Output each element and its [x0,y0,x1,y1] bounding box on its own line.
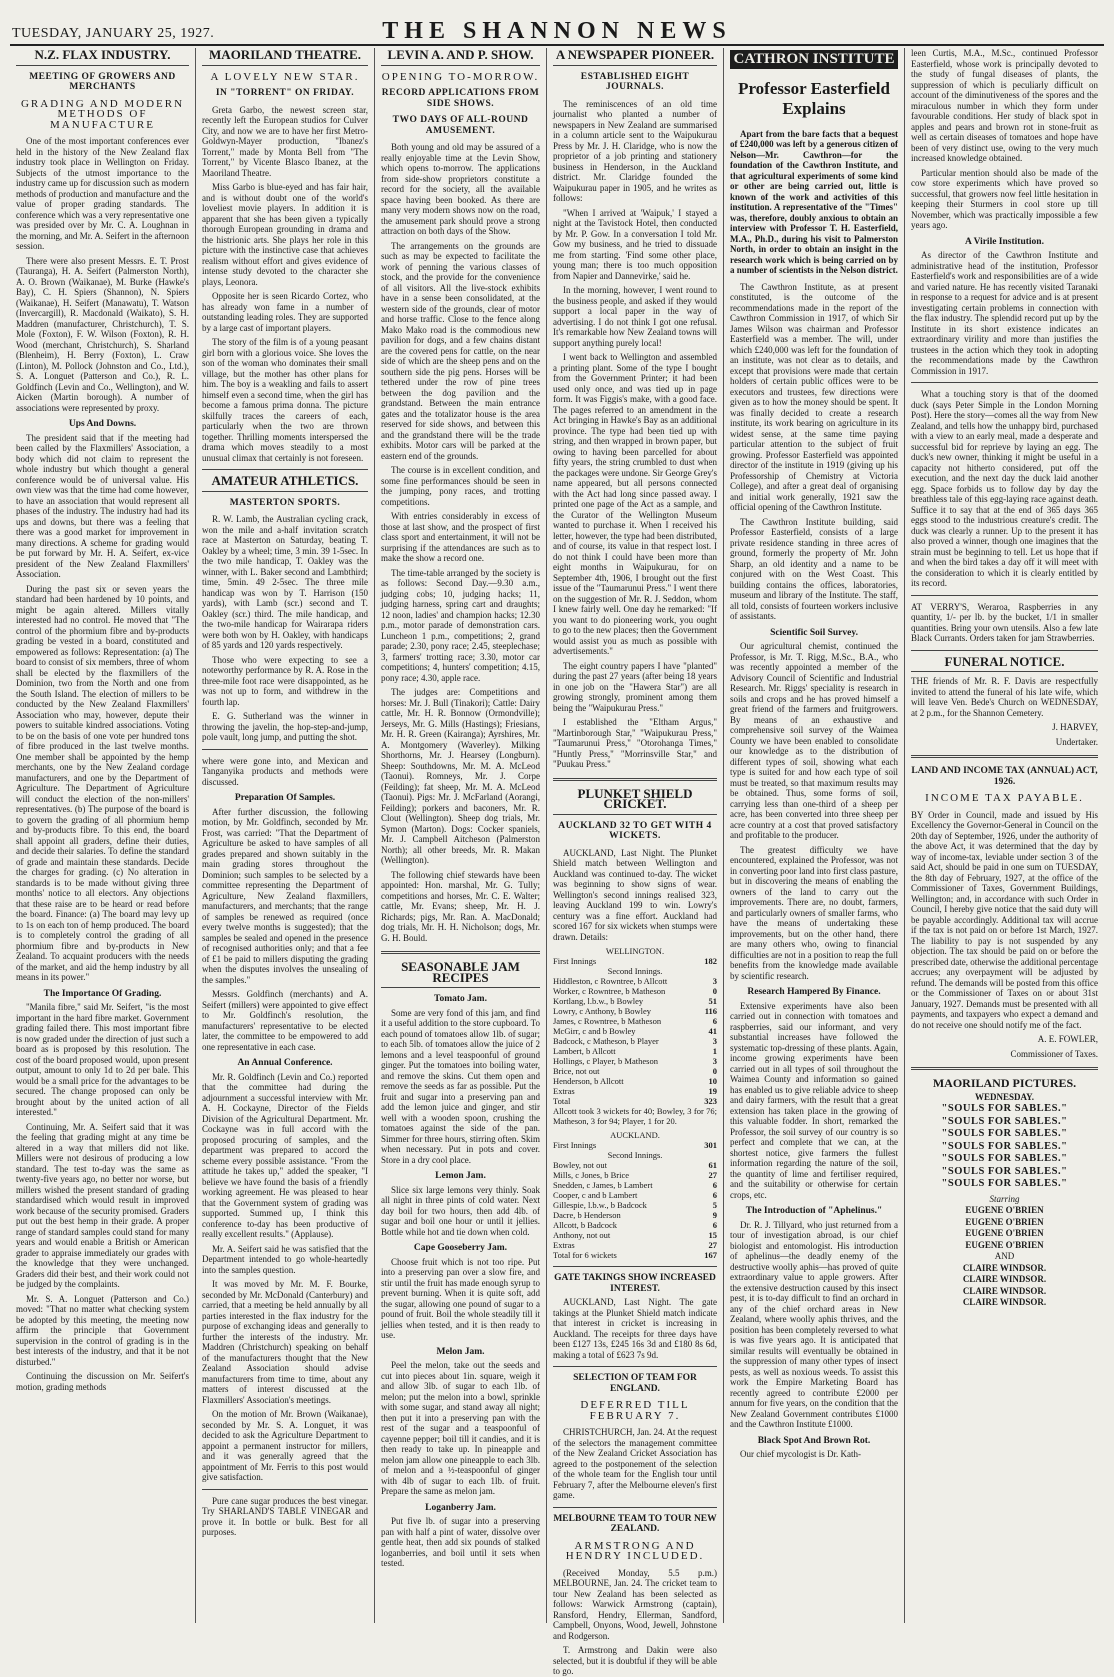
paragraph: The course is in excellent condition, and some fine performances should be seen in the jumping, pony races, and trotting competitions. [381,465,540,507]
column-flax-industry [10,48,195,1623]
batsman-name: Worker, c Rowntree, b Matheson [553,986,666,996]
and-label: AND [994,1251,1015,1261]
column-maoriland-theatre [195,48,374,1623]
paragraph: Our agricultural chemist, continued the Professor, is Mr. T. Rigg, M.Sc., B.A., who was recently appointed a member of the Advisory Council of Scientific and Industrial Research. Mr. Riggs' speciality is research in soils and crops and he has proved himself a great friend of the farmers and fruitgrowers. By means of an exhaustive and comprehensive soil survey of the Waimea County we have been enabled to consolidate our knowledge as to the distribution of different types of soil, showing what each type is suited for and how each type of soil must be treated, so that maximum results may be obtained. Thus, some forms of soil, carrying less than one-third of a sheep per acre, has been converted into three sheep per acre country at a cost that proved satisfactory and profitable to the producer. [730,641,898,840]
paragraph: With entries considerably in excess of those at last show, and the prospect of first class sport and entertainment, it will not be surprising if the attendances are such as to make the show a record one. [381,511,540,563]
batsman-name: Gillespie, l.b.w., b Badcock [553,1200,647,1210]
paragraph: The reminiscences of an old time journalist who planted a number of newspapers in New Zealand are summarised in a column article sent to the Waipukurau Press by Mr. J. H. Claridge, who is now the proprietor of a job printing and stationery business in Henderson, in the Auckland district. Mr. Claridge founded the Waipukurau paper in 1905, and he writes as follows: [553,98,717,203]
tax-notice: BY Order in Council, made and issued by His Excellency the Governor-General in Council on the 20th day of September, 1926, under the authority of the above Act, it was determined that the day by way of income-tax, leviable under section 3 of the said Act, should be paid in one sum on TUESDAY, the 8th day of February, 1927, at the office of the Commissioner of Taxes, Government Buildings, Wellington; and, in accordance with such Order in Council, I hereby give notice that the said duty will be payable accordingly. Additional tax will accrue if the tax is not paid on or before 1st March, 1927. The liability to pay is not suspended by any objection. The tax should be paid on or before the prescribed date, otherwise the additional percentage accrues; any overpayment will be adjusted by refund. The demands will be posted from this office or the Commissioner of Taxes on or about 31st January, 1927. Demands must be presented with all payments, and taxpayers who expect a demand and do not receive one should notify me of the fact. [911,809,1098,1030]
paragraph: Greta Garbo, the newest screen star, recently left the European studios for Culver City, and now we are to have her first Metro-Goldwyn-Mayer production, "Ibanez's Torrent," made by Monta Bell from "The Torrent," by Vicente Blasco Ibanez, at the Maoriland Theatre. [202,104,368,178]
advertisement: AT VERRY'S, Weraroa, Raspberries in any quantity, 1/- per lb. by the bucket, 1/1 in smaller quantities. Bring your own utensils. Also a few late Black Currants. Orders taken for jam Strawberries. [911,601,1098,643]
cast-name: CLAIRE WINDSOR. [962,1274,1047,1284]
paragraph: As director of the Cawthron Institute and administrative head of the institution, Professor Easterfield's work and responsibilities are of a wide and varied nature. He has recently visited Taranaki in response to a request for advice and is at present investigating certain problems in connection with the flax industry. The splendid record put up by the Institute in its short existence indicates an extraordinary virility and more than justifies the trustees in the action which they took in adopting the recommendations made by the Cawthron Commission in 1917. [911,250,1098,376]
paragraph: AUCKLAND, Last Night. The gate takings at the Plunket Shield match indicate that interest in cricket is increasing in Auckland. The receipts for three days have been £127 13s, £245 16s 3d and £180 8s 6d, making a total of £623 7s 9d. [553,1297,717,1360]
article-lead: OPENING TO-MORROW. [381,70,540,83]
recipe-heading: Cape Gooseberry Jam. [413,1243,508,1253]
batsman-runs: 3 [712,976,717,986]
film-title: "SOULS FOR SABLES." [941,1140,1068,1152]
batting-row [553,1086,717,1096]
batting-row [553,1190,717,1200]
batsman-runs: 3 [712,1036,717,1046]
paragraph: The arrangements on the grounds are such as may be expected to facilitate the work of penning the various classes of stock, and the provide for the convenience of all visitors. All the live-stock exhibits have in a sense been consolidated, at the western side of the grounds, clear of motor and horse traffic. Close to the fence along Mako Mako road is the commodious new pavilion for dogs, and a few chains distant are the covered pens for cattle, on the near side of which are the sheep pens and on the southern side the pig pens. Horses will be tethered under the row of pine trees between the dog pavilion and the grandstand. Between the main entrance gates and the totalizator house is the area reserved for side shows, and between this and the grandstand there will be the trade exhibits. Motor cars will be parked at the eastern end of the grounds. [381,240,540,461]
batsman-runs: 10 [708,1076,717,1086]
cast-name: CLAIRE WINDSOR. [962,1297,1047,1307]
paragraph: AUCKLAND, Last Night. The Plunket Shield match between Wellington and Auckland was continued to-day. The wicket was beginning to show signs of wear. Wellington's second innings realised 323, leaving Auckland 199 to win. Lowry's century was a fine effort. Auckland had scored 167 for six wickets when stumps were drawn. Details: [553,847,717,942]
batsman-name: Brice, not out [553,1066,600,1076]
article-title: PLUNKET SHIELD CRICKET. [553,789,717,815]
batsman-name: McGirr, c and b Bowley [553,1026,636,1036]
article-subtitle: DEFERRED TILL FEBRUARY 7. [580,1399,690,1422]
batting-row [553,1160,717,1170]
batsman-runs: 6 [712,1220,717,1230]
starring-label: Starring [989,1193,1020,1204]
paragraph: The judges are: Competitions and horses: Mr. J. Bull (Tinakori); Cattle: Dairy cattle, Mr. H. R. Bonnow (Ormondville); Jerseys, Mr. G. Mills (Hastings); Friesians, Mr. H. R. Green (Kairanga); Ayrshires, Mr. A. Montgomery (Waverley). Milking Shorthorns, Mr. J. Hearsey (Longburn). Sheep: Southdowns, Mr. M. A. McLeod (Taonui). Romneys, Mr. J. Corpe (Feilding); fat sheep, Mr. M. A. McLeod (Taonui). Pigs: Mr. J. McFarland (Aorangi, Feilding); porkers and baconers, Mr. R. Clout (Wellington). Sheep dog trials, Mr. Symon (Marton). Dogs: Cocker spaniels, Mr. J. Campbell Aitcheson (Palmerston North); all other breeds, Mr. R. Makan (Wellington). [381,687,540,865]
batsman-name: Anthony, not out [553,1230,611,1240]
batsman-runs: 1 [712,1046,717,1056]
signature: A. E. FOWLER, [1037,1034,1098,1044]
batsman-runs: 6 [712,1180,717,1190]
batsman-runs: 6 [712,1016,717,1026]
batting-row [553,1200,717,1210]
paragraph: Both young and old may be assured of a really enjoyable time at the Levin Show, which opens to-morrow. The applications from side-show proprietors constitute a record for the society, all the available space having been booked. As there are many very modern shows now on the road, the amusement park should prove a strong attraction on both days of the Show. [381,142,540,236]
paragraph: Mr. R. Goldfinch (Levin and Co.) reported that the committee had during the adjournment a successful interview with Mr. A. H. Cockayne, Director of the Fields Division of the Agricultural Department. Mr. Cockayne was in full accord with the proposed procuring of samples, and the department was prepared to accord the scheme every possible assistance. "From the attitude he takes up," added the speaker, "I believe we have found the basis of a friendly working agreement. He was pleased to hear that the Government system of grading was supported. Summed up, I think this conference to-day has been productive of really excellent results." (Applause). [202,1071,368,1239]
batting-row [553,1056,717,1066]
issue-date: TUESDAY, JANUARY 25, 1927. [12,26,215,41]
notice-title: LAND AND INCOME TAX (ANNUAL) ACT, 1926. [911,766,1098,787]
team-name: AUCKLAND. [610,1130,660,1140]
section-heading: The Introduction of "Aphelinus." [745,1206,883,1216]
recipe-heading: Tomato Jam. [434,994,487,1004]
film-title: "SOULS FOR SABLES." [941,1178,1068,1189]
batting-row [553,1180,717,1190]
batsman-runs: 15 [708,1230,717,1240]
batsman-runs: 9 [712,1210,717,1220]
batting-row [553,1076,717,1086]
batting-row [553,986,717,996]
article-subtitle: IN "TORRENT" ON FRIDAY. [215,88,355,98]
article-subtitle: TWO DAYS OF ALL-ROUND AMUSEMENT. [392,115,529,136]
column-notices [904,48,1104,1623]
funeral-notice: THE friends of Mr. R. F. Davis are respectfully invited to attend the funeral of his late wife, which will leave Ven. Bede's Church on WEDNESDAY, at 2 p.m., for the Shannon Cemetery. [911,676,1098,718]
ad-day: WEDNESDAY. [974,1091,1035,1102]
batting-row [553,976,717,986]
batting-list [553,976,717,1096]
paragraph: The following chief stewards have been appointed: Hon. marshal, Mr. G. Tully; competitions and horses, Mr. C. E. Walter; cattle, Mr. Evans; sheep, Mr. H. J. Richards; pigs, Mr. Ran. A. MacDonald; dog trials, Mr. H. H. Nicholson; dogs, Mr. G. H. Bould. [381,869,540,943]
article-lead: Professor Easterfield Explains [738,78,890,118]
paragraph: R. W. Lamb, the Australian cycling crack, won the mile and a-half invitation scratch race at Masterton on Saturday, beating T. Oakley by a wheel; time, 3 min. 39 1-5sec. In the two mile handicap, T. Oakley was the winner, with L. Baker second and Lambthird; time, 5min. 49 2-5sec. The three mile handicap was won by T. Harrison (150 yards), with Lamb (scr.) second and T. Oakley (scr.) third. The mile handicap, and the two-mile handicap for Wairarapa riders were both won by H. Oakley, with handicaps of 85 yards and 120 yards respectively. [202,514,368,650]
paragraph: In the morning, however, I went round to the business people, and asked if they would support a local paper in the way of advertising. I do not think I got one refusal. It's remarkable how New Zealand towns will support anything purely local! [553,285,717,348]
notice-subtitle: INCOME TAX PAYABLE. [925,792,1084,804]
article-subtitle: GRADING AND MODERN METHODS OF MANUFACTURE [20,97,185,131]
recipe-heading: Melon Jam. [436,1346,485,1357]
article-subtitle: RECORD APPLICATIONS FROM SIDE SHOWS. [381,88,540,109]
innings-label: Second Innings. [607,1150,663,1160]
paragraph: Our chief mycologist is Dr. Kath- [740,1449,861,1459]
paper-name: THE SHANNON NEWS [382,18,732,44]
paragraph: Those who were expecting to see a noteworthy performance by R. A. Rose in the three-mile foot race were disappointed, as he was not up to form, and withdrew in the fourth lap. [202,654,368,707]
paragraph: Dr. R. J. Tillyard, who just returned from a tour of investigation abroad, is our chief biologist and entomologist. His introduction of aphelinus—the deadly enemy of the destructive woolly aphis—has proved of quite extraordinary value to apple growers. After the extensive destruction caused by this insect pest, it is to-day difficult to find an orchard in any of the chief orchard areas in New Zealand, where woolly aphis thrives, and the position has been completely reversed to what is was five years ago. It is anticipated that similar results will eventually be obtained in the suppression of many other types of insect pests, as well as noxious weeds. To assist this work the Empire Marketing Board has recently agreed to contribute £2000 per annum for five years, on the condition that the New Zealand Government contributes £1000 and the Cawthron Institute £1000. [730,1219,898,1429]
paragraph: "Manila fibre," said Mr. Seifert, "is the most important in the hard fibre market. Government grading failed there. This most important fibre is now graded under the direction of just such a board as is proposed by this resolution. The cost of the board proposed would, upon present output, amount to only 1d to 2d per bale. This would be a small price for the advantages to be secured. The change proposed can only be brought about by the united action of all interested." [16,1002,189,1117]
paragraph: One of the most important conferences ever held in the history of the New Zealand flax industry took place in Wellington on Friday. Subjects of the utmost importance to the industry came up for discussion such as modern methods of production and manufacture and the value of proper grading standards. The conference which was a very representative one was presided over by Mr. C. A. Loughnan in the morning, and Mr. A. Seifert in the afternoon session. [16,136,189,251]
paragraph: Choose fruit which is not too ripe. Put into a preserving pan over a slow fire, and stir until the fruit has made enough syrup to prevent burning. When it is quite soft, add the sugar, allowing one pound of sugar to a pound of fruit. Boil the whole steadily till it jellies when tested, and it is then ready to use. [381,1256,540,1340]
batting-row [553,1066,717,1076]
paragraph: Mr. S. A. Longuet (Patterson and Co.) moved: "That no matter what checking system be adopted by this meeting, the meeting now affirm the principle that Government supervision in the control of grading is in the best interests of the industry, and that it be not disturbed." [16,1293,189,1367]
divider [911,1067,1098,1070]
section-heading: Black Spot And Brown Rot. [757,1435,871,1446]
film-list [911,1104,1098,1190]
article-title: MAORILAND THEATRE. [202,50,368,66]
paragraph: E. G. Sutherland was the winner in throwing the javelin, the hop-step-and-jump, pole vault, long jump, and putting the shot. [202,711,368,742]
batsman-name: Hollings, c Player, b Matheson [553,1056,658,1066]
cast-name: EUGENE O'BRIEN [965,1239,1044,1250]
paragraph: Miss Garbo is blue-eyed and has fair hair, and is without doubt one of the world's loveliest movie players. In addition it is apparent that she has been given a typically thorough European grounding in drama and the histrionic arts. She plays her role in this picture with the instinctive case that achieves realism without effort and gives evidence of intense study devoted to the character she plays, Leonora. [202,182,368,287]
article-lead: A LOVELY NEW STAR. [210,70,360,83]
masthead [10,14,1104,46]
batsman-name: Snedden, c James, b Lambert [553,1180,653,1190]
team-name: WELLINGTON. [605,946,665,956]
intro-paragraph: Apart from the bare facts that a bequest of £240,000 was left by a generous citizen of Nelson—Mr. Cawthron—for the foundation of the Cawthron Institute, and that agricultural experiments of some kind or other are being carried out, little is known of the work and activities of this institution. A representative of the "Times" was, therefore, doubly anxious to obtain an interview with Professor T. H. Easterfield, M.A., Ph.D., during his visit to Palmerston North, in order to obtain an insight in the research work which is being carried on by a number of scientists in the Nelson district. [730,128,898,275]
batsman-runs: 0 [712,986,717,996]
divider [202,749,368,750]
paragraph: After further discussion, the following motion, by Mr. Goldfinch, seconded by Mr. Frost, was carried: "That the Department of Agriculture be asked to have samples of all grades prepared and shown suitably in the main grading stores throughout the Dominion; such samples to be selected by a committee representing the Department of Agriculture, New Zealand flaxmillers, manufacturers, and merchants; that the range of samples be renewed as required (once every twelve months is suggested); that the samples be sealed and opened in the presence of recognised authorities only; and that a fee of £1 be paid to millers disputing the grading when the disputes involves the unsealing of the samples." [202,806,368,985]
article-title: SELECTION OF TEAM FOR ENGLAND. [573,1373,697,1394]
section-heading: The Importance Of Grading. [43,988,162,999]
paragraph: The president said that if the meeting had been called by the Flaxmillers' Association, a body which did not claim to represent the whole industry but which thought a general conference would be of universal value. His own view was that the time had come however, to have an association that would represent all phases of the industry. The industry had had its ups and downs, but there was a feeling that there was a good market for improvement in many directions. A scheme for grading would be put forward by Mr. H. A. Seifert, ex-vice president of the New Zealand Flaxmillers' Association. [16,432,189,579]
batsman-name: Extras [553,1240,575,1250]
film-title: "SOULS FOR SABLES." [941,1103,1068,1114]
article-title: SEASONABLE JAM RECIPES [381,962,540,988]
signature: Undertaker. [1055,736,1098,747]
article-title: MELBOURNE TEAM TO TOUR NEW ZEALAND. [553,1513,717,1534]
advertisement: Pure cane sugar produces the best vinegar. Try SHARLAND'S TABLE VINEGAR and prove it. In bottle or bulk. Best for all purposes. [202,1495,368,1537]
film-title: "SOULS FOR SABLES." [941,1153,1068,1164]
divider [911,755,1098,758]
batting-row [553,996,717,1006]
paragraph: Some are very fond of this jam, and find it a useful addition to the store cupboard. To each pound of tomatoes allow 1lb. of sugar; to each 5lb. of tomatoes allow the juice of 2 lemons and a level teaspoonful of ground ginger. Put the tomatoes into boiling water, and remove the skins. Cut them open and remove the seeds as far as possible. Put the fruit and sugar into a preserving pan and add the lemon juice and ginger, and stir well with a wooden spoon, crushing the tomatoes against the side of the pan. Simmer for three hours, stirring often. Skim when necessary. Put in pots and cover. Store in a dry cool place. [381,1007,540,1165]
film-title: "SOULS FOR SABLES." [941,1165,1068,1177]
batsman-runs: 3 [712,1056,717,1066]
batsman-runs: 5 [712,1200,717,1210]
column-newspaper-pioneer [546,47,723,1676]
batsman-name: Hiddleston, c Rowntree, b Allcott [553,976,668,986]
maoriland-pictures-ad [911,1078,1098,1308]
divider [202,1489,368,1490]
batsman-name: Mills, c Jones, b Brice [553,1170,630,1180]
batting-row [553,1046,717,1056]
paragraph: During the past six or seven years the standard had been hardened by 10 points, and might be again altered. Millers vitally interested had no control. He moved that "The control of the phormium fibre and by-products grading be vested in a board, constituted and empowered as follows: Representation: (a) The board to consist of six members, three of whom shall be elected by the flaxmillers of the Dominion, two from the North and one from the South Island. The election of millers to be conducted by the New Zealand Flaxmillers' Association who may, however, depute their powers to suitable kindred associations. Voting to be on the basis of one vote per hundred tons of fibre produced in the last twelve months. One member shall be appointed by the hemp merchants, one by the New Zealand cordage manufacturers, and one by the Department of Agriculture. The Department of Agriculture will conduct the election of the non-millers' representatives. (b) The purpose of the board is to govern the grading of all phormium hemp and by-products fibre. To this end, the board shall appoint all graders, define their duties, and decide their salaries. To define the standard of grade and maintain these standards. Decide the charges for grading. (c) No alteration in standards is to be made without giving three months' notice to all electors. Any objections that these raise are to be heard or read before the board. Finance: (a) The board may levy up to 1s on each ton of hemp produced. The board is to completely control the grading of all phormium fibre and by-products in New Zealand. To acquaint producers with the needs of the market, and aid the hemp industry by all means in its power." [16,583,189,982]
article-title: N.Z. FLAX INDUSTRY. [16,50,189,66]
paragraph: CHRISTCHURCH, Jan. 24. At the request of the selectors the management committee of the New Zealand Cricket Association has agreed to the postponement of the selection of the whole team for the English tour until February 7, after the Melbourne eleven's first game. [553,1427,717,1500]
section-heading: Scientific Soil Survey. [770,627,858,638]
batsman-name: Extras [553,1086,575,1096]
paragraph: Continuing, Mr. A. Seifert said that it was the feeling that grading might at any time be altered in a way that millers did not like. Millers were not desirous of producing a low standard. The test to-day was the same as twenty-five years ago, no better nor worse, but millers wished the present standard of grading standardised which would result in improved work because of the security promised. Graders put out the best hemp in their grade. A proper range of standard samples could stand for many years and would enable a British or American grader to appraise immediately our grades with the knowledge that they were unchanged. Graders did their best, and their work could not be judged by the complaints. [16,1121,189,1289]
paragraph: What a touching story is that of the doomed duck (says Peter Simple in the London Morning Post). Here the story—comes all the way from New Zealand, and tells how the unhappy bird, purchased with a view to an early meal, made a desperate and successful bid for reprieve by laying an egg. The duck's new owner, thinking it might be useful in a capacity not hitherto considered, put off the execution, and the next day the duck laid another egg. Space forbids us to follow day by day the breathless tale of this egg-laying race against death. Suffice it to say that at the end of 365 days 365 eggs stood to the industrious creature's credit. The duck was clearly a runner. Up to the present it has also proved a winner, though one imagines that the strain must be beginning to tell. Let us hope that if and when the bird takes a day off it will meet with the consideration to which it is clearly entitled by its record. [911,389,1098,588]
section-heading: Research Hampered By Finance. [747,987,881,997]
paragraph: I established the "Eltham Argus," "Martinborough Star," "Waipukurau Press," "Taumarunui Press," "Otorohanga Times," "Huntly Press," "Morrinsville Star," and "Puukau Press." [553,717,717,769]
paragraph: The time-table arranged by the society is as follows: Second Day.—9.30 a.m., judging cobs; 10, judging hacks; 11, judging harness, spring cart and draughts; 12 noon, ladies' and champion hacks; 12.30 p.m., motor parade of demonstration cars. Luncheon 1 p.m., competitions; 2, grand parade; 2.30, pony race; 2.45, steeplechase; 3, farmers' trotting race; 3.30, motor car competitions; 4, hunters' competition; 4.15, pony race; 4.30, apple race. [381,567,540,683]
article-title: A NEWSPAPER PIONEER. [553,50,717,66]
score-row: Total for 6 wickets 167 [553,1250,717,1260]
paragraph: leen Curtis, M.A., M.Sc., continued Professor Easterfield, whose work is principally devoted to the study of fungal diseases of plants, the suppression of which is peculiarly difficult on account of the diminutiveness of the spores and the miraculous number in which they form under favourable conditions. Her study of black spot in apples and pears and brown rot in stone-fruit as well as certain diseases of tomatoes and hope have been of very distinct use, owing to the very much increased knowledge obtained. [911,48,1098,163]
batting-row [553,1210,717,1220]
section-heading: A Virile Institution. [965,236,1044,247]
batsman-runs: 61 [708,1160,717,1170]
cast-name: CLAIRE WINDSOR. [962,1262,1047,1273]
batting-row [553,1220,717,1230]
article-title: CATHRON INSTITUTE [730,50,898,69]
cast-name: EUGENE O'BRIEN [965,1216,1044,1227]
article-title: GATE TAKINGS SHOW INCREASED INTEREST. [554,1273,716,1294]
recipe-heading: Loganberry Jam. [425,1502,496,1513]
paragraph: Mr. A. Seifert said he was satisfied that the Department intended to go whole-heartedly into the samples question. [202,1243,368,1275]
paragraph: where were gone into, and Mexican and Tanganyika products and methods were discussed. [202,755,368,787]
paragraph: The story of the film is of a young peasant girl born with a glorious voice. She loves the son of the woman who dominates their small village, but the mother has other plans for him. The boy is a weakling and fails to assert himself even a second time, when the girl has become a famous prima donna. The picture skilfully traces the careers of each, particularly when the two are thrown together. Thrilling moments interspersed the drama which moves steadily to a most unusual climax that certainly is not foreseen. [202,337,368,463]
paragraph: I went back to Wellington and assembled a printing plant. Some of the type I bought from the Government Printer; it had been used only once, and was tied up in page form. It was Figgis's make, with a good face. The pages referred to an amendment in the Act bringing in Hawke's Bay as an additional province. The type had been tied up with string, and then wrapped in brown paper, but owing to having been parcelled for about fifty years, the string crumbled to dust when the packages were undone. Sir George Grey's name appeared, but all persons connected with the Act had long since passed away. I printed one page of the Act as a sample, and the Curator of the Wellington Museum wanted to purchase it. When I received his letter, however, the type had been distributed, and of course, its value in that respect lost. I do not think I could have been more than eight months in Waipukurau, for on September 4th, 1906, I brought out the first issue of the "Taumarunui Press." I went there on the suggestion of Mr. R. J. Seddon, whom I knew fairly well. One day he remarked: "If you want to do pioneering work, you ought to go to the new places; then the Government would assist you as much as possible with advertisements." [553,352,717,656]
paragraph: "When I arrived at 'Waipuk,' I stayed a night at the Tavistock Hotel, then conducted by Mr. P. Gow. In a conversation I told Mr. Gow my business, and he tried to dissuade me from starting. 'Find some other place, young man; there is too much opposition from Napier and Dannevirke,' said he. [553,207,717,281]
paragraph: Particular mention should also be made of the cow store experiments which have proved so successful, that growers now feel little hesitation in keeping their Sturmers in cool store up till November, which was practically impossible a few years ago. [911,167,1098,230]
batting-list [553,1160,717,1250]
paragraph: T. Armstrong and Dakin were also selected, but it is doubtful if they will be able to go. [553,1645,717,1676]
batsman-name: Allcott, b Badcock [553,1220,617,1230]
batsman-name: James, c Rowntree, b Matheson [553,1016,662,1026]
batsman-name: Dacre, b Henderson [553,1210,621,1220]
columns [10,47,1104,1676]
divider [911,382,1098,383]
cast-name: EUGENE O'BRIEN [965,1205,1044,1215]
batsman-name: Lowry, c Anthony, b Bowley [553,1006,652,1016]
batting-row [553,1026,717,1036]
score-row: First Innings 182 [553,956,717,966]
batsman-name: Cooper, c and b Lambert [553,1190,638,1200]
batsman-runs: 116 [704,1006,717,1016]
paragraph: The greatest difficulty we have encountered, explained the Professor, was not in converting poor land into first class pasture, but in discovering the means of enabling the owners of the land to carry out the improvements. There are, no doubt, farmers, and particularly owners of smaller farms, who have the means of undertaking these improvements, but on the other hand, there are many others who, owing to financial difficulties are not in a position to reap the full benefits from the knowledge made available by scientific research. [730,844,898,981]
column-levin-show [374,48,546,1623]
signature: J. HARVEY, [1052,722,1098,732]
batsman-runs: 41 [708,1026,717,1036]
batting-row [553,1006,717,1016]
article-subtitle: MEETING OF GROWERS AND MERCHANTS [29,71,176,92]
divider [911,650,1098,651]
batsman-runs: 51 [708,996,717,1006]
scorecard [553,946,717,1260]
paragraph: There were also present Messrs. E. T. Prost (Tauranga), H. A. Seifert (Palmerston North), A. O. Brown (Waikanae), M. Burke (Hawke's Bay), C. H. Spiers (Shannon), N. Spiers (Waikanae), H. Seifert (Manawatu), T. Watson (Invercargill), R. Macdonald (Waikato), S. H. Maddren (manufacturer, Christchurch), T. S. Mole (Foxton), F. W. Wilson (Foxton), R. H. Wood (merchant, Christchurch), S. Sharland (Blenheim), H. Berry (Foxton), L. Craw (Linton), M. Pollock (Johnston and Co., Ltd.), S. A. Longuet (Patterson and Co.), R. L. Goldfinch (Levin and Co., Wellington), and W. Aicken (Martin borough). A number of associations were represented by proxy. [16,255,189,413]
divider [553,1266,717,1267]
batsman-name: Badcock, c Matheson, b Player [553,1036,659,1046]
batsman-runs: 6 [712,1190,717,1200]
paragraph: Put five lb. of sugar into a preserving pan with half a pint of water, dissolve over gentle heat, then add six pounds of stalked loganberries, and boil until it sets when tested. [381,1516,540,1568]
paragraph: Messrs. Goldfinch (merchants) and A. Seifert (millers) were appointed to give effect to Mr. Goldfinch's resolution, the manufacturers' representative to be elected later, the committee to be empowered to add one representative in each case. [202,989,368,1052]
batsman-runs: 0 [712,1066,717,1076]
batsman-runs: 27 [708,1170,717,1180]
divider [202,469,368,470]
batting-row [553,1016,717,1026]
article-subtitle: MASTERTON SPORTS. [229,497,341,508]
score-row: Total 323 [553,1096,717,1106]
cast-list [911,1263,1098,1308]
batsman-runs: 19 [708,1086,717,1096]
article-subtitle: AUCKLAND 32 TO GET WITH 4 WICKETS. [558,820,712,841]
article-title: AMATEUR ATHLETICS. [202,476,368,492]
notice-title: FUNERAL NOTICE. [911,657,1098,673]
section-heading: An Annual Conference. [237,1058,333,1068]
batsman-name: Bowley, not out [553,1160,607,1170]
article-subtitle: ESTABLISHED EIGHT JOURNALS. [580,71,690,92]
cast-list [911,1205,1098,1250]
article-title: LEVIN A. AND P. SHOW. [381,50,540,66]
paragraph: The Cawthron Institute, as at present constituted, is the outcome of the recommendations made in the report of the Cawthron Commission in 1917, of which Sir James Wilson was chairman and Professor Easterfield was a member. The will, under which £240,000 was left for the foundation of an institute, was not clear as to details, and except that provisions were made that certain holders of certain public offices were to be executors and trustees, few directions were given as to how the money should be spent. It was finally decided to create a research institute, its work bearing on agriculture in its widest sense, at the same time paying particular attention to the subject of fruit growing. Professor Easterfield was appointed director of the institute in 1919 (giving up his Professorship of Chemistry at Victoria College), and after a great deal of organising and initial work generally, 1921 saw the official opening of the Cawthron Institute. [730,281,898,512]
cast-name: CLAIRE WINDSOR. [962,1285,1047,1296]
batsman-name: Lambert, b Allcott [553,1046,616,1056]
paragraph: Extensive experiments have also been carried out in connection with tomatoes and raspberries, said our informant, and very substantial increases have followed the systematic top-dressing of these plants. Again, income growing experiments have been carried out in all types of soil throughout the Waimea County and information so gained has enabled us to give reliable advice to sheep and dairy farmers, with the result that a great extension has taken place in the growing of this valuable fodder. In short, remarked the Professor, the soil survey of our country is so perfect and complete that we can, at the shortest notice, give farmers the fullest information regarding the nature of the soil, the quantity of lime and fertiliser required, and the suitability or otherwise for certain crops, etc. [730,1000,898,1200]
ad-title: MAORILAND PICTURES. [932,1076,1077,1090]
batsman-name: Henderson, b Allcott [553,1076,624,1086]
batting-row [553,1230,717,1240]
paragraph: (Received Monday, 5.5 p.m.) MELBOURNE, Jan. 24. The cricket team to tour New Zealand has been selected as follows: Warwick Armstrong (captain), Ransford, Hendry, Ellerman, Sandford, Campbell, Onyons, Wood, Jewell, Johnstone and Rodgerson. [553,1567,717,1641]
section-heading: Preparation Of Samples. [234,793,336,803]
paragraph: On the motion of Mr. Brown (Waikanae), seconded by Mr. S. A. Longuet, it was decided to ask the Agriculture Department to appoint a permanent instructor for millers, and it was generally agreed that the appointment of Mr. Ferris to this post would give satisfaction. [202,1409,368,1482]
divider [553,1507,717,1508]
section-heading: Ups And Downs. [68,419,137,429]
divider [381,951,540,954]
batting-row [553,1170,717,1180]
divider [553,1366,717,1367]
paragraph: Continuing the discussion on Mr. Seifert's motion, grading methods [16,1371,189,1392]
divider [911,595,1098,596]
paragraph: The eight country papers I have "planted" during the past 27 years (after being 18 years in one job on the "Hawera Star") are all growing strongly, prominent among them being the "Waipukurau Press." [553,660,717,713]
recipe-heading: Lemon Jam. [435,1171,486,1181]
column-cawthron-institute [723,48,904,1623]
paragraph: It was moved by Mr. M. F. Bourke, seconded by Mr. McDonald (Canterbury) and carried, that a meeting be held annually by all parties interested in the flax industry for the purpose of exchanging ideas and generally to further the interests of the industry. Mr. Maddren (Christchurch) speaking on behalf of the manufacturers thought that the New Zealand Association should advise manufacturers from time to time, about any matters of interest discussed at the Flaxmillers' Association's meetings. [202,1279,368,1405]
paragraph: Opposite her is seen Ricardo Cortez, who has already won fame in a number of outstanding leading roles. They are supported by a large cast of important players. [202,291,368,333]
paragraph: Peel the melon, take out the seeds and cut into pieces about 1in. square, weigh it and allow 3lb. of sugar to each 1lb. of melon; put the melon into a bowl, sprinkle with some sugar, and stand away all night; then put it into a preserving pan with the rest of the sugar and a teaspoonful of cayenne pepper; boil till it candies, and it is then ready to take up. In pineapple and melon jam allow one pineapple to each 3lb. of melon and a ½-teaspoonful of ginger with 4lb of sugar to each 1lb. of fruit. Prepare the same as melon jam. [381,1360,540,1496]
paragraph: The Cawthron Institute building, said Professor Easterfield, consists of a large private residence standing in three acres of ground, formerly the property of Mr. John Sharp, an old identity and a name to be conjured with on the West Coast. This building contains the offices, laboratories, museum and library of the Institute. The staff, all told, consists of fourteen workers inclusive of assistants. [730,516,898,621]
batsman-name: Kortlang, l.b.w., b Bowley [553,996,644,1006]
paragraph: Slice six large lemons very thinly. Soak all night in three pints of cold water. Next day boil for two hours, then add 4lb. of sugar and boil one hour or until it jellies. Bottle while hot and tie down when cold. [381,1184,540,1237]
bowling-summary: Allcott took 3 wickets for 40; Bowley, 3 for 76; Matheson, 3 for 94; Player, 1 for 20. [553,1106,717,1126]
divider [553,778,717,781]
batsman-runs: 27 [708,1240,717,1250]
batting-row [553,1036,717,1046]
batting-row [553,1240,717,1250]
film-title: "SOULS FOR SABLES." [941,1128,1068,1139]
article-subtitle: ARMSTRONG AND HENDRY INCLUDED. [565,1539,705,1562]
innings-label: Second Innings. [607,966,663,976]
film-title: "SOULS FOR SABLES." [941,1115,1068,1127]
cast-name: EUGENE O'BRIEN [965,1228,1044,1238]
signature: Commissioner of Taxes. [1010,1048,1098,1059]
score-row: First Innings 301 [553,1140,717,1150]
